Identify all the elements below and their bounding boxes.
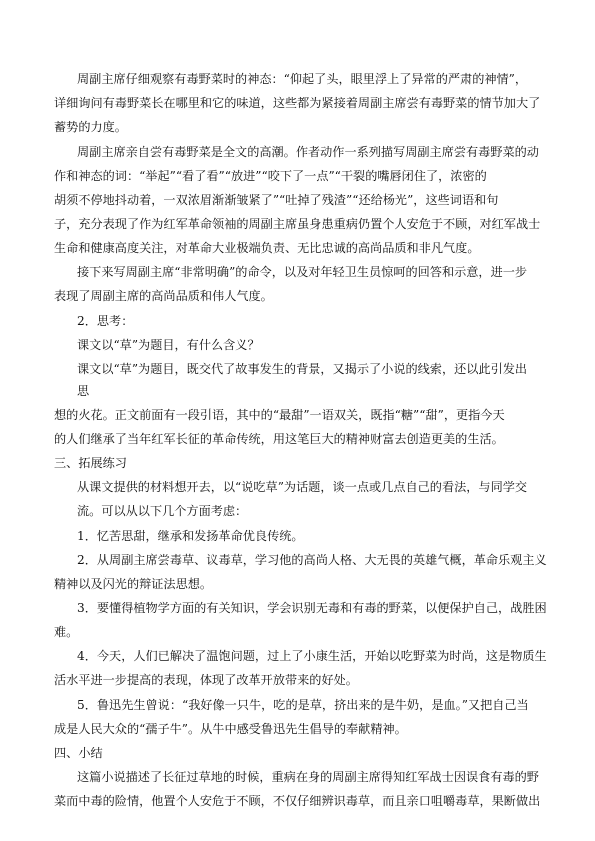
- paragraph-line: 这篇小说描述了长征过草地的时候，重病在身的周副主席得知红军战士因误食有毒的野: [77, 770, 539, 784]
- paragraph-line: 流。可以从以下几个方面考虑：: [77, 504, 248, 518]
- paragraph-line: 表现了周副主席的高尚品质和伟人气度。: [54, 289, 273, 303]
- paragraph-line: 难。: [54, 625, 79, 639]
- paragraph-line: 菜而中毒的险情，他置个人安危于不顾，不仅仔细辨识毒草，而且亲口咀嚼毒草，果断做出: [54, 794, 541, 808]
- paragraph-line: 接下来写周副主席“非常明确”的命令，以及对年轻卫生员惊呵的回答和示意，进一步: [77, 265, 528, 279]
- question-line: 课文以“草”为题目，有什么含义？: [77, 338, 260, 352]
- paragraph-line: 的人们继承了当年红军长征的革命传统，用这笔巨大的精神财富去创造更美的生活。: [54, 432, 504, 446]
- numbered-item: 1．忆苦思甜，继承和发扬革命优良传统。: [77, 529, 304, 543]
- paragraph-line: 作和神态的词：“举起”“看了看”“放进”“咬下了一点”“干裂的嘴唇闭住了，浓密的: [54, 169, 487, 183]
- numbered-item: 2．从周副主席尝毒草、议毒草，学习他的高尚人格、大无畏的英雄气概，革命乐观主义: [77, 553, 547, 567]
- paragraph-line: 从课文提供的材料想开去，以“说吃草”为话题，谈一点或几点自己的看法，与同学交: [77, 480, 528, 494]
- section-heading: 四、小结: [54, 746, 103, 760]
- numbered-item: 3．要懂得植物学方面的有关知识，学会识别无毒和有毒的野菜，以便保护自己，战胜困: [77, 601, 547, 615]
- paragraph-line: 周副主席仔细观察有毒野菜时的神态：“仰起了头，眼里浮上了异常的严肃的神情”，: [77, 72, 528, 86]
- paragraph-line: 子，充分表现了作为红军革命领袖的周副主席虽身患重病仍置个人安危于不顾，对红军战士: [54, 217, 541, 231]
- paragraph-line: 思: [77, 384, 90, 398]
- numbered-item: 2．思考：: [77, 314, 134, 328]
- paragraph-line: 课文以“草”为题目，既交代了故事发生的背景，又揭示了小说的线索，还以此引发出: [77, 362, 528, 376]
- paragraph-line: 详细询问有毒野菜长在哪里和它的味道，这些都为紧接着周副主席尝有毒野菜的情节加大了: [54, 96, 541, 110]
- paragraph-line: 活水平进一步提高的表现，体现了改革开放带来的好处。: [54, 673, 358, 687]
- paragraph-line: 生命和健康高度关注，对革命大业极端负责、无比忠诚的高尚品质和非凡气度。: [54, 241, 480, 255]
- numbered-item: 4．今天，人们已解决了温饱问题，过上了小康生活，开始以吃野菜为时尚，这是物质生: [77, 649, 547, 663]
- numbered-item: 5．鲁迅先生曾说：“我好像一只牛，吃的是草，挤出来的是牛奶，是血。”又把自己当: [77, 698, 529, 712]
- paragraph-line: 胡须不停地抖动着，一双浓眉渐渐皱紧了”“吐掉了残渣”“还给杨光”，这些词语和句: [54, 193, 499, 207]
- paragraph-line: 精神以及闪光的辩证法思想。: [54, 577, 213, 591]
- paragraph-line: 蓄势的力度。: [54, 120, 127, 134]
- paragraph-line: 想的火花。正文前面有一段引语，其中的“最甜”一语双关，既指“糖”“甜”，更指今天: [54, 408, 505, 422]
- paragraph-line: 成是人民大众的“孺子牛”。从牛中感受鲁迅先生倡导的奉献精神。: [54, 722, 407, 736]
- section-heading: 三、拓展练习: [54, 456, 127, 470]
- paragraph-line: 周副主席亲自尝有毒野菜是全文的高潮。作者动作一系列描写周副主席尝有毒野菜的动: [77, 145, 539, 159]
